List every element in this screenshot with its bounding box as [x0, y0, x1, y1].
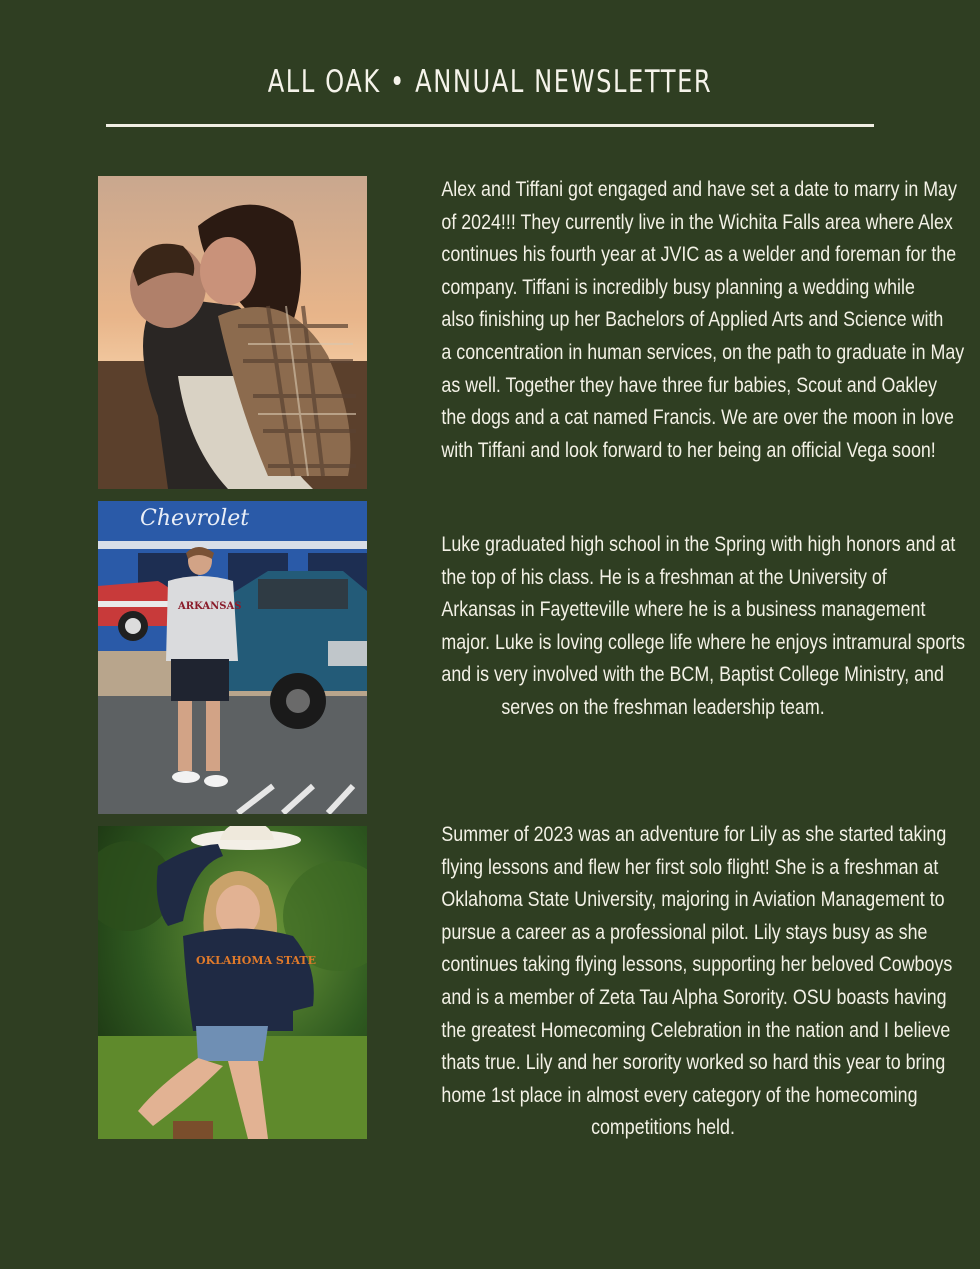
- story-line: the dogs and a cat named Francis. We are over the moon in love: [441, 405, 954, 430]
- luke-shirt-text: ARKANSAS: [178, 601, 242, 612]
- chevrolet-sign: Chevrolet: [140, 506, 250, 531]
- story-luke: [396, 528, 966, 724]
- story-line: of 2024!!! They currently live in the Wichita Falls area where Alex: [441, 209, 953, 234]
- story-line: continues taking flying lessons, supporting her beloved Cowboys: [441, 952, 953, 977]
- story-line: with Tiffani and look forward to her being an official Vega soon!: [441, 437, 936, 462]
- story-line: flying lessons and flew her first solo flight! She is a freshman at: [441, 854, 939, 879]
- story-line: also finishing up her Bachelors of Applied Arts and Science with: [441, 307, 944, 332]
- story-line: Luke graduated high school in the Spring with high honors and at: [441, 532, 956, 556]
- engagement-photo: [98, 176, 367, 489]
- story-line: a concentration in human services, on the path to graduate in May: [441, 339, 965, 364]
- title-divider: [106, 124, 874, 127]
- story-line: pursue a career as a professional pilot. Lily stays busy as she: [441, 919, 928, 944]
- story-line: and is a member of Zeta Tau Alpha Sorority. OSU boasts having: [441, 984, 947, 1009]
- story-line: and is very involved with the BCM, Baptist College Ministry, and: [441, 662, 944, 687]
- newsletter-title: ALL OAK • ANNUAL NEWSLETTER: [267, 64, 713, 100]
- aviation-student-photo: [98, 826, 367, 1139]
- story-line: continues his fourth year at JVIC as a welder and foreman for the: [441, 242, 957, 267]
- graduate-photo: [98, 501, 367, 814]
- story-line: the greatest Homecoming Celebration in the nation and I believe: [441, 1017, 951, 1042]
- story-alex-tiffani: [396, 173, 965, 466]
- story-line: Alex and Tiffani got engaged and have set a date to marry in May: [441, 177, 957, 201]
- story-lily: [396, 818, 953, 1144]
- lily-shirt-text: OKLAHOMA STATE: [196, 954, 316, 967]
- story-line: competitions held.: [591, 1115, 735, 1140]
- story-line: the top of his class. He is a freshman at the University of: [441, 564, 887, 589]
- story-line: company. Tiffani is incredibly busy planning a wedding while: [441, 274, 915, 299]
- story-line: serves on the freshman leadership team.: [501, 694, 825, 719]
- story-line: thats true. Lily and her sorority worked so hard this year to bring: [441, 1050, 946, 1075]
- story-line: Summer of 2023 was an adventure for Lily as she started taking: [441, 822, 947, 846]
- story-line: home 1st place in almost every category of the homecoming: [441, 1082, 918, 1107]
- story-line: as well. Together they have three fur babies, Scout and Oakley: [441, 372, 938, 397]
- story-line: Arkansas in Fayetteville where he is a business management: [441, 597, 926, 622]
- story-line: Oklahoma State University, majoring in Aviation Management to: [441, 887, 945, 912]
- story-line: major. Luke is loving college life where he enjoys intramural sports: [441, 629, 966, 654]
